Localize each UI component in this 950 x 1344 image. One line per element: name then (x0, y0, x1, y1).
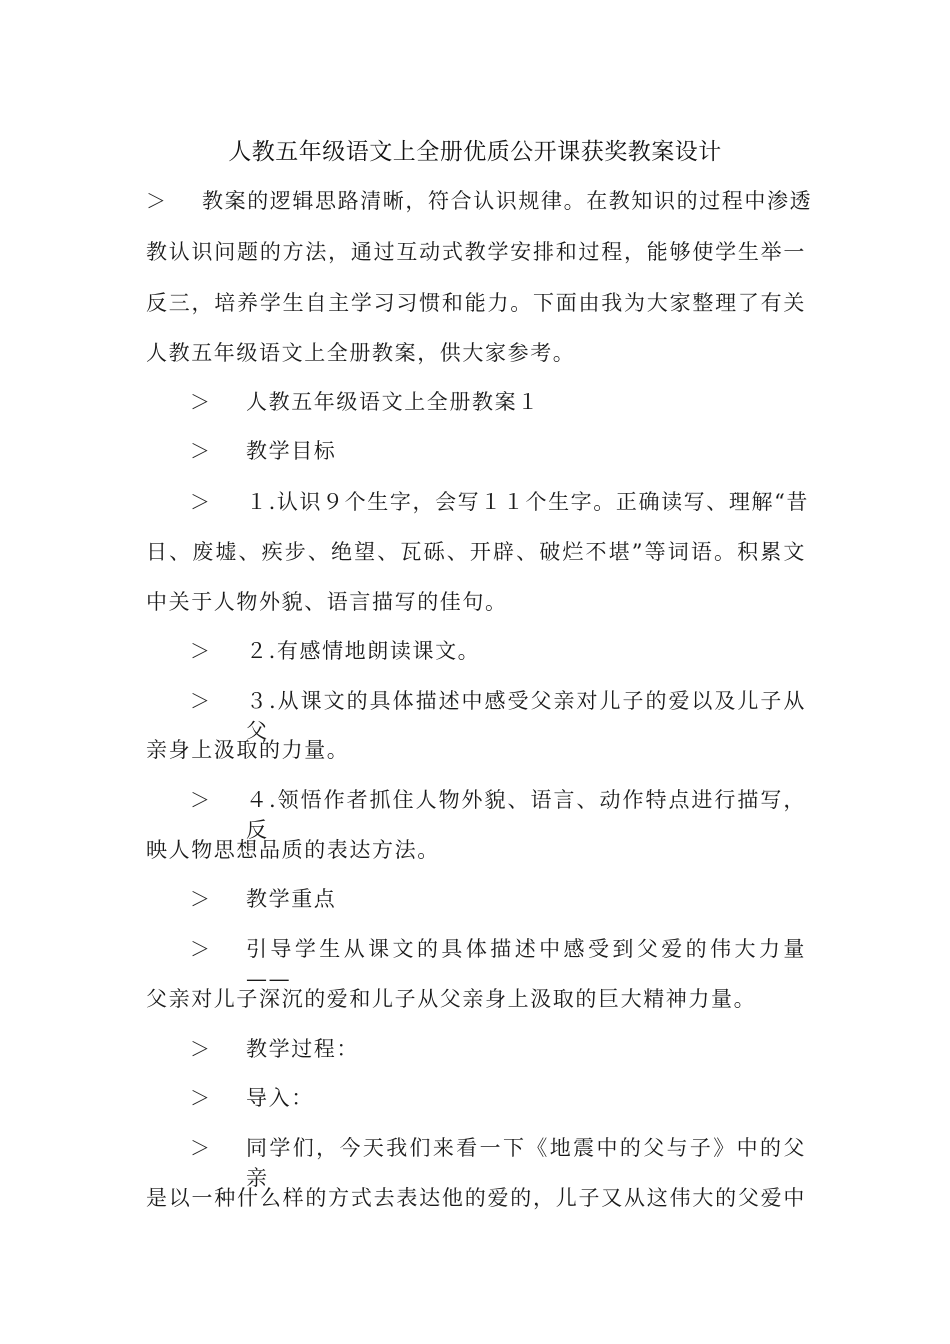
paragraph-line: 教认识问题的方法，通过互动式教学安排和过程，能够使学生举一 (146, 240, 806, 264)
paragraph-line: 父亲对儿子深沉的爱和儿子从父亲身上汲取的巨大精神力量。 (146, 987, 757, 1011)
bullet-marker: ＞ (190, 1037, 210, 1061)
document-title: 人教五年级语文上全册优质公开课获奖教案设计 (228, 139, 722, 165)
paragraph-line: 教案的逻辑思路清晰，符合认识规律。在教知识的过程中渗透 (202, 189, 813, 213)
paragraph-line: ４.领悟作者抓住人物外貌、语言、动作特点进行描写，反 (246, 788, 806, 842)
section-heading: 教学目标 (246, 439, 337, 463)
paragraph-line: 导入： (246, 1086, 314, 1110)
section-heading: 教学重点 (246, 887, 337, 911)
paragraph-line: １.认识９个生字，会写１１个生字。正确读写、理解“昔 (246, 490, 810, 514)
bullet-marker: ＞ (190, 1086, 210, 1110)
paragraph-line: 引导学生从课文的具体描述中感受到父爱的伟大力量—— (246, 937, 806, 991)
bullet-marker: ＞ (190, 639, 210, 663)
paragraph-line: 人教五年级语文上全册教案，供大家参考。 (146, 341, 576, 365)
bullet-marker: ＞ (146, 189, 166, 213)
paragraph-line: 同学们，今天我们来看一下《地震中的父与子》中的父亲 (246, 1136, 806, 1190)
bullet-marker: ＞ (190, 490, 210, 514)
paragraph-line: 映人物思想品质的表达方法。 (146, 838, 440, 862)
paragraph-line: 日、废墟、疾步、绝望、瓦砾、开辟、破烂不堪”等词语。积累文 (146, 540, 806, 564)
paragraph-line: 中关于人物外貌、语言描写的佳句。 (146, 590, 508, 614)
bullet-marker: ＞ (190, 390, 210, 414)
paragraph-line: ２.有感情地朗读课文。 (246, 639, 481, 663)
paragraph-line: ３.从课文的具体描述中感受父亲对儿子的爱以及儿子从父 (246, 689, 806, 743)
bullet-marker: ＞ (190, 887, 210, 911)
section-heading: 人教五年级语文上全册教案１ (246, 390, 540, 414)
bullet-marker: ＞ (190, 788, 210, 812)
paragraph-line: 亲身上汲取的力量。 (146, 738, 350, 762)
bullet-marker: ＞ (190, 1136, 210, 1160)
bullet-marker: ＞ (190, 937, 210, 961)
paragraph-line: 是以一种什么样的方式去表达他的爱的，儿子又从这伟大的父爱中 (146, 1186, 806, 1210)
bullet-marker: ＞ (190, 689, 210, 713)
paragraph-line: 反三，培养学生自主学习习惯和能力。下面由我为大家整理了有关 (146, 291, 806, 315)
bullet-marker: ＞ (190, 439, 210, 463)
section-heading: 教学过程： (246, 1037, 359, 1061)
